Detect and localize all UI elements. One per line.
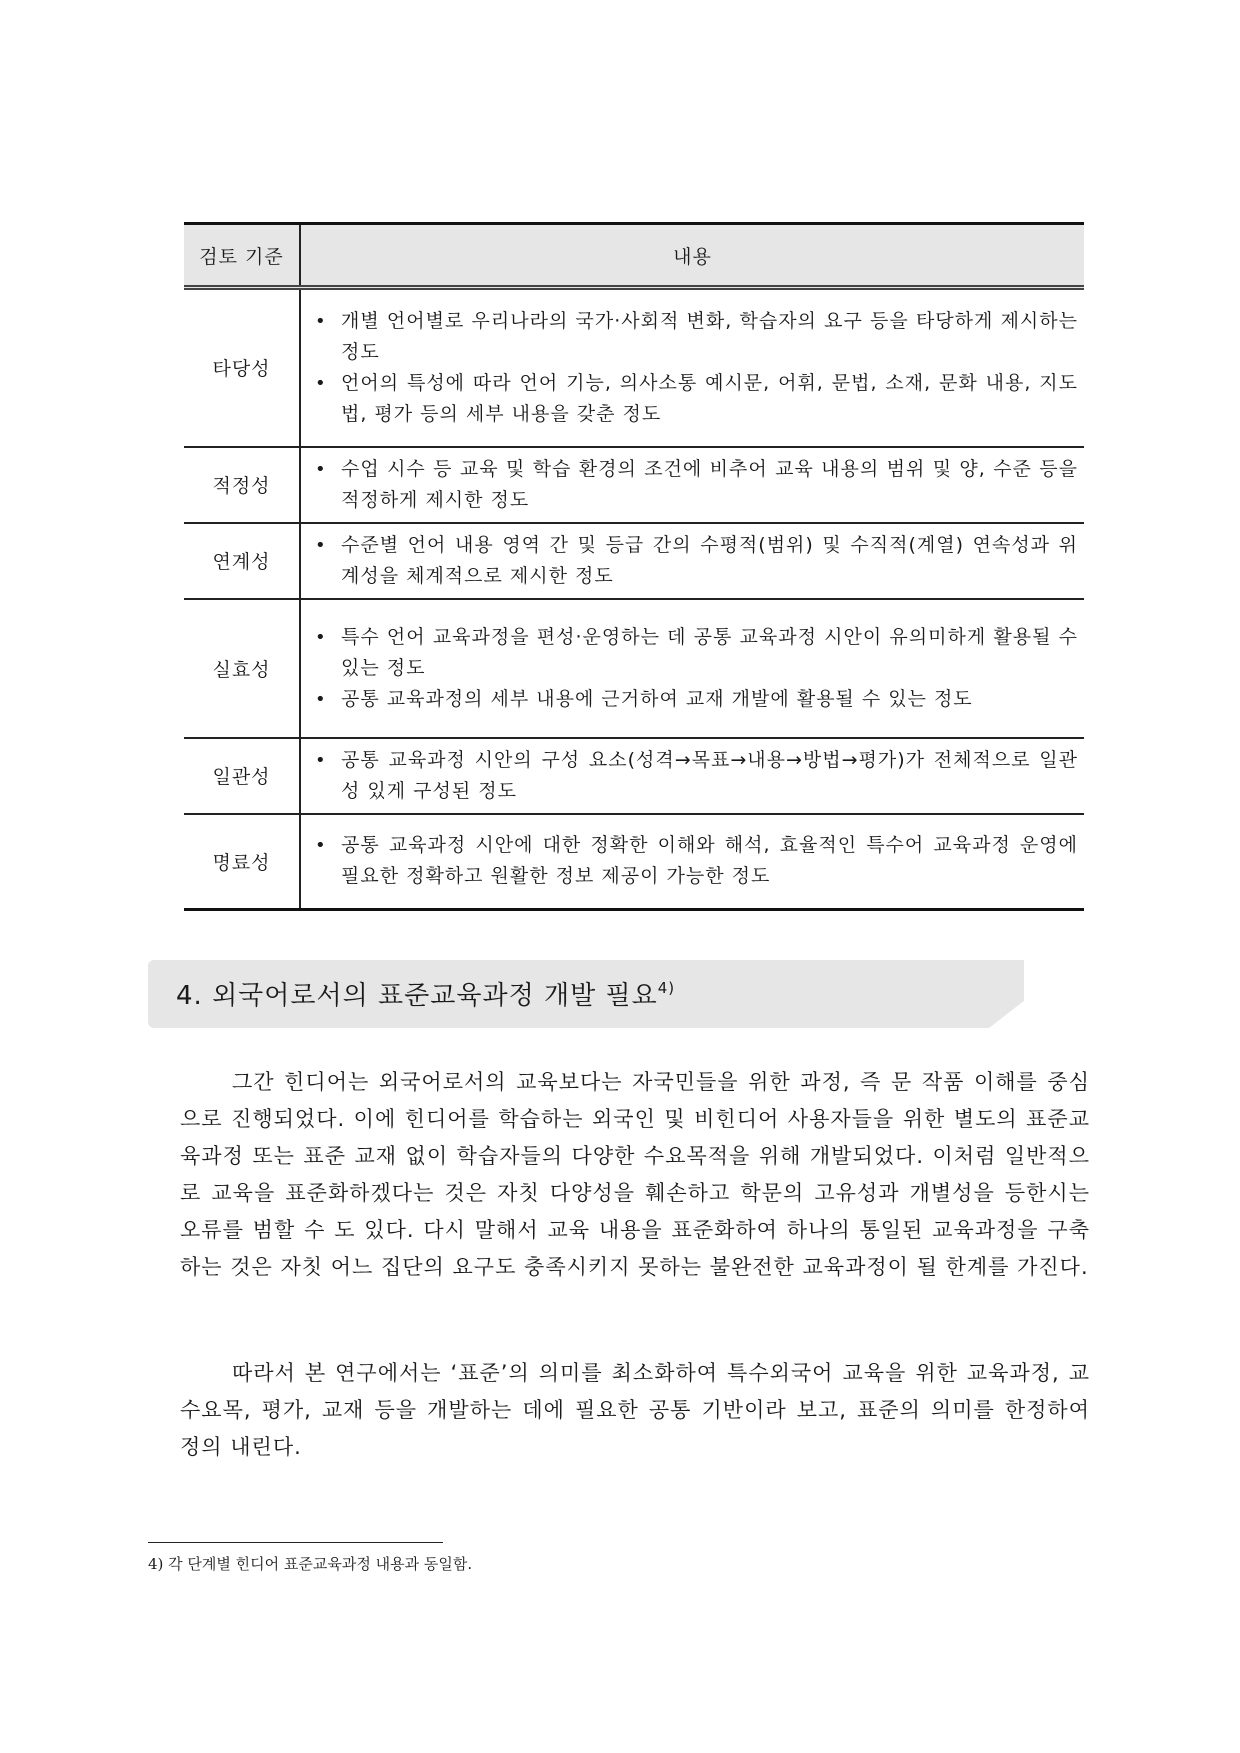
description-cell <box>300 738 1084 814</box>
body-paragraph: 따라서 본 연구에서는 ‘표준’의 의미를 최소화하여 특수외국어 교육을 위한 교육과정, 교수요목, 평가, 교재 등을 개발하는 데에 필요한 공통 기반이라 보고, 표준의 의미를 한정하여 정의 내린다. <box>180 1361 1090 1459</box>
description-cell <box>300 599 1084 738</box>
footnote-reference: 4) <box>657 979 676 997</box>
criterion-cell: 타당성 <box>184 288 300 447</box>
list-item: • 공통 교육과정 시안에 대한 정확한 이해와 해석, 효율적인 특수어 교육과정 운영에 필요한 정확하고 원활한 정보 제공이 가능한 정도 <box>311 830 1078 892</box>
list-item: • 공통 교육과정 시안의 구성 요소(성격→목표→내용→방법→평가)가 전체적으로 일관성 있게 구성된 정도 <box>311 745 1078 807</box>
list-item: • 공통 교육과정의 세부 내용에 근거하여 교재 개발에 활용될 수 있는 정도 <box>311 684 1078 715</box>
description-cell <box>300 447 1084 523</box>
table-row <box>184 738 1084 814</box>
criterion-cell: 적정성 <box>184 447 300 523</box>
table-row <box>184 599 1084 738</box>
criterion-cell: 일관성 <box>184 738 300 814</box>
description-cell <box>300 523 1084 599</box>
criterion-cell: 실효성 <box>184 599 300 738</box>
table-row <box>184 447 1084 523</box>
section-heading <box>176 975 675 1012</box>
header-content: 내용 <box>300 224 1084 288</box>
table-row <box>184 288 1084 447</box>
footnote-text: 4) 각 단계별 힌디어 표준교육과정 내용과 동일함. <box>148 1555 473 1573</box>
criterion-cell: 명료성 <box>184 814 300 910</box>
criterion-cell: 연계성 <box>184 523 300 599</box>
footnote-divider <box>148 1542 443 1543</box>
review-criteria-table <box>184 222 1084 911</box>
list-item: • 언어의 특성에 따라 언어 기능, 의사소통 예시문, 어휘, 문법, 소재, 문화 내용, 지도법, 평가 등의 세부 내용을 갖춘 정도 <box>311 368 1078 430</box>
table-row <box>184 814 1084 910</box>
list-item: • 수업 시수 등 교육 및 학습 환경의 조건에 비추어 교육 내용의 범위 및 양, 수준 등을 적정하게 제시한 정도 <box>311 454 1078 516</box>
description-cell <box>300 288 1084 447</box>
body-paragraph: 그간 힌디어는 외국어로서의 교육보다는 자국민들을 위한 과정, 즉 문 작품 이해를 중심으로 진행되었다. 이에 힌디어를 학습하는 외국인 및 비힌디어 사용자들을 위한 별도의 표준교육과정 또는 표준 교재 없이 학습자들의 다양한 수요목적을 위해 개발되었다. 이처럼 일반적으로 교육을 표준화하겠다는 것은 자칫 다양성을 훼손하고 학문의 고유성과 개별성을 등한시는 오류를 범할 수 도 있다. 다시 말해서 교육 내용을 표준화하여 하나의 통일된 교육과정을 구축하는 것은 자칫 어느 집단의 요구도 충족시키지 못하는 불완전한 교육과정이 될 한계를 가진다. <box>180 1070 1090 1279</box>
description-cell <box>300 814 1084 910</box>
header-criterion: 검토 기준 <box>184 224 300 288</box>
list-item: • 수준별 언어 내용 영역 간 및 등급 간의 수평적(범위) 및 수직적(계열) 연속성과 위계성을 체계적으로 제시한 정도 <box>311 530 1078 592</box>
section-title-text: 4. 외국어로서의 표준교육과정 개발 필요 <box>176 981 658 1011</box>
table-row <box>184 523 1084 599</box>
table-header-row <box>184 224 1084 288</box>
list-item: • 특수 언어 교육과정을 편성·운영하는 데 공통 교육과정 시안이 유의미하게 활용될 수 있는 정도 <box>311 622 1078 684</box>
list-item: • 개별 언어별로 우리나라의 국가·사회적 변화, 학습자의 요구 등을 타당하게 제시하는 정도 <box>311 306 1078 368</box>
